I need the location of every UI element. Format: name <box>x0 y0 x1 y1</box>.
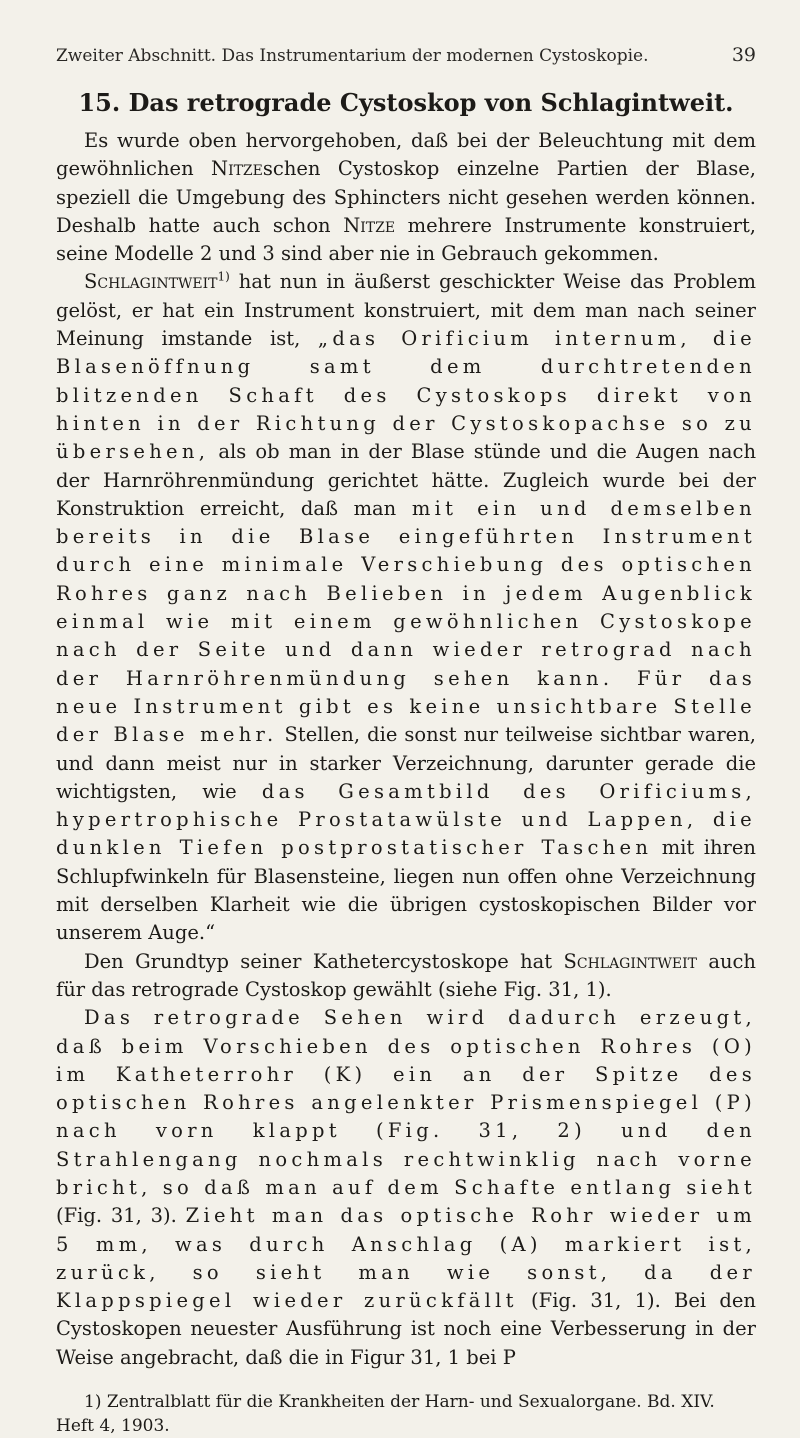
p4-spaced-text-2: Zieht man das optische Rohr wieder um 5 mm, was durch Anschlag (A) markiert ist, zurück, so sieht man wie sonst, da der Klappspiegel wieder zurückfällt <box>56 1204 756 1313</box>
footnote: 1) Zentralblatt für die Krankheiten der Harn- und Sexualorgane. Bd. XIV. Heft 4, 1903. <box>56 1392 715 1437</box>
footnote-reference: 1) <box>217 269 230 284</box>
p1-text-3: mehrere Instrumente konstruiert, seine Modelle 2 und 3 sind aber nie in Gebrauch gekommen. <box>56 213 756 266</box>
footnote-separator <box>56 1372 756 1390</box>
author-name-schlagintweit-2: Schlagintweit <box>563 949 697 973</box>
paragraph-1 <box>56 127 756 268</box>
author-name-nitze-1: Nitze <box>211 157 263 181</box>
p1-text-2: schen Cystoskop einzelne Partien der Blase, speziell die Umgebung des Sphincters nicht gesehen werden können. Deshalb hatte auch schon <box>56 157 756 237</box>
paragraph-2 <box>56 268 756 947</box>
p2-text-2: als ob man in der Blase stünde und die Augen nach der Harnröhrenmündung gerichtet hätte. Zugleich wurde bei der Konstruktion erreicht, daß man <box>56 440 756 520</box>
running-header <box>56 44 756 66</box>
p3-text-2: auch für das retrograde Cystoskop gewählt (siehe Fig. 31, 1). <box>56 949 756 1001</box>
p2-spaced-quote-2: mit ein und demselben bereits in die Blase eingeführten Instrument durch eine minimale Verschiebung des optischen Rohres ganz nach Belieben in jedem Augenblick einmal wie mit einem gewöhnlichen Cystoskope nach der Seite und dann wieder retrograd nach der Harnröhrenmündung sehen kann. Für das neue Instrument gibt es keine unsichtbare Stelle der Blase mehr. <box>56 496 756 747</box>
p4-spaced-text-1: Das retrograde Sehen wird dadurch erzeugt, daß beim Vorschieben des optischen Rohres (O) im Katheterrohr (K) ein an der Spitze des optischen Rohres angelenkter Prismenspiegel (P) nach vorn klappt (Fig. 31, 2) und den Strahlengang nochmals rechtwinklig nach vorne bricht, so daß man auf dem Schafte entlang sieht <box>56 1006 756 1199</box>
page-number: 39 <box>731 44 756 66</box>
section-title: 15. Das retrograde Cystoskop von Schlagintweit. <box>78 88 734 117</box>
p2-text-1: hat nun in äußerst geschickter Weise das Problem gelöst, er hat ein Instrument konstruiert, mit dem man nach seiner Meinung imstande ist, <box>56 270 756 351</box>
paragraph-4 <box>56 1004 756 1372</box>
author-name-schlagintweit: Schlagintweit <box>84 270 218 294</box>
p1-text-1: Es wurde oben hervorgehoben, daß bei der Beleuchtung mit dem gewöhnlichen <box>56 129 756 181</box>
author-name-nitze-2: Nitze <box>343 213 396 237</box>
p2-spaced-quote-1: „das Orificium internum, die Blasenöffnung samt dem durchtretenden blitzenden Schaft des Cystoskops direkt von hinten in der Richtung der Cystoskopachse so zu übersehen, <box>56 327 756 464</box>
paragraph-3 <box>56 948 756 1005</box>
p4-text-1: (Fig. 31, 3). <box>56 1204 186 1228</box>
p2-text-4: mit ihren Schlupfwinkeln für Blasensteine, liegen nun offen ohne Verzeichnung mit derselben Klarheit wie die übrigen cystoskopischen Bilder vor unserem Auge.“ <box>56 836 756 945</box>
p2-text-3: Stellen, die sonst nur teilweise sichtbar waren, und dann meist nur in starker Verzeichnung, darunter gerade die wichtigsten, wie <box>56 723 756 803</box>
p3-text-1: Den Grundtyp seiner Kathetercystoskope hat <box>84 949 564 973</box>
p4-text-2: (Fig. 31, 1). Bei den Cystoskopen neuester Ausführung ist noch eine Verbesserung in der Weise angebracht, daß die in Figur 31, 1 bei P <box>56 1289 756 1369</box>
p2-spaced-quote-3: das Gesamtbild des Orificiums, hypertrophische Prostatawülste und Lappen, die dunklen Tiefen postprostatischer Taschen <box>56 779 757 860</box>
running-title: Zweiter Abschnitt. Das Instrumentarium der modernen Cystoskopie. <box>56 46 649 66</box>
